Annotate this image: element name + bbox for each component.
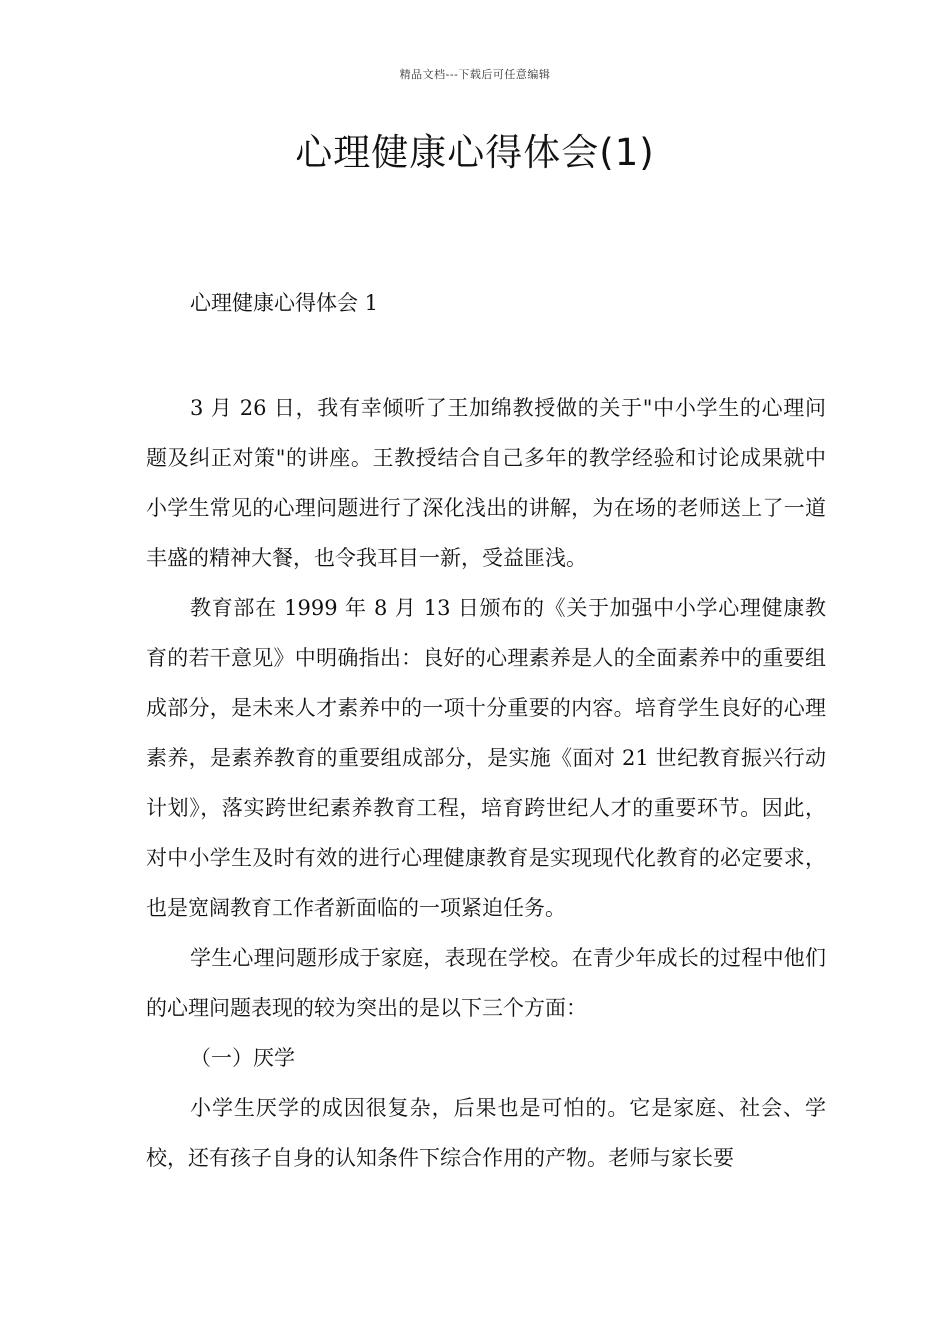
document-title: 心理健康心得体会(1) [295,131,655,174]
document-subtitle: 心理健康心得体会 1 [190,291,379,315]
paragraph-ministry: 教育部在 1999 年 8 月 13 日颁布的《关于加强中小学心理健康教育的若干意见》中明确指出：良好的心理素养是人的全面素养中的重要组成部分，是未来人才素养中的一项十分重要的内容。培育学生良好的心理素养，是素养教育的重要组成部分，是实施《面对 21 世纪教育振兴行动计划》，落实跨世纪素养教育工程，培育跨世纪人才的重要环节。因此，对中小学生及时有效的进行心理健康教育是实现现代化教育的必定要求，也是宽阔教育工作者新面临的一项紧迫任务。 [146,596,826,920]
header-note: 精品文档---下载后可任意编辑 [399,68,551,81]
paragraph-problems: 学生心理问题形成于家庭，表现在学校。在青少年成长的过程中他们的心理问题表现的较为突出的是以下三个方面： [146,946,826,1020]
paragraph-school-aversion: 小学生厌学的成因很复杂，后果也是可怕的。它是家庭、社会、学校，还有孩子自身的认知条件下综合作用的产物。老师与家长要 [146,1096,826,1170]
paragraph-intro: 3 月 26 日，我有幸倾听了王加绵教授做的关于"中小学生的心理问题及纠正对策"的讲座。王教授结合自己多年的教学经验和讨论成果就中小学生常见的心理问题进行了深化浅出的讲解，为在场的老师送上了一道丰盛的精神大餐，也令我耳目一新，受益匪浅。 [146,396,826,570]
document-body [146,383,826,1183]
section-heading: （一）厌学 [190,1046,295,1070]
